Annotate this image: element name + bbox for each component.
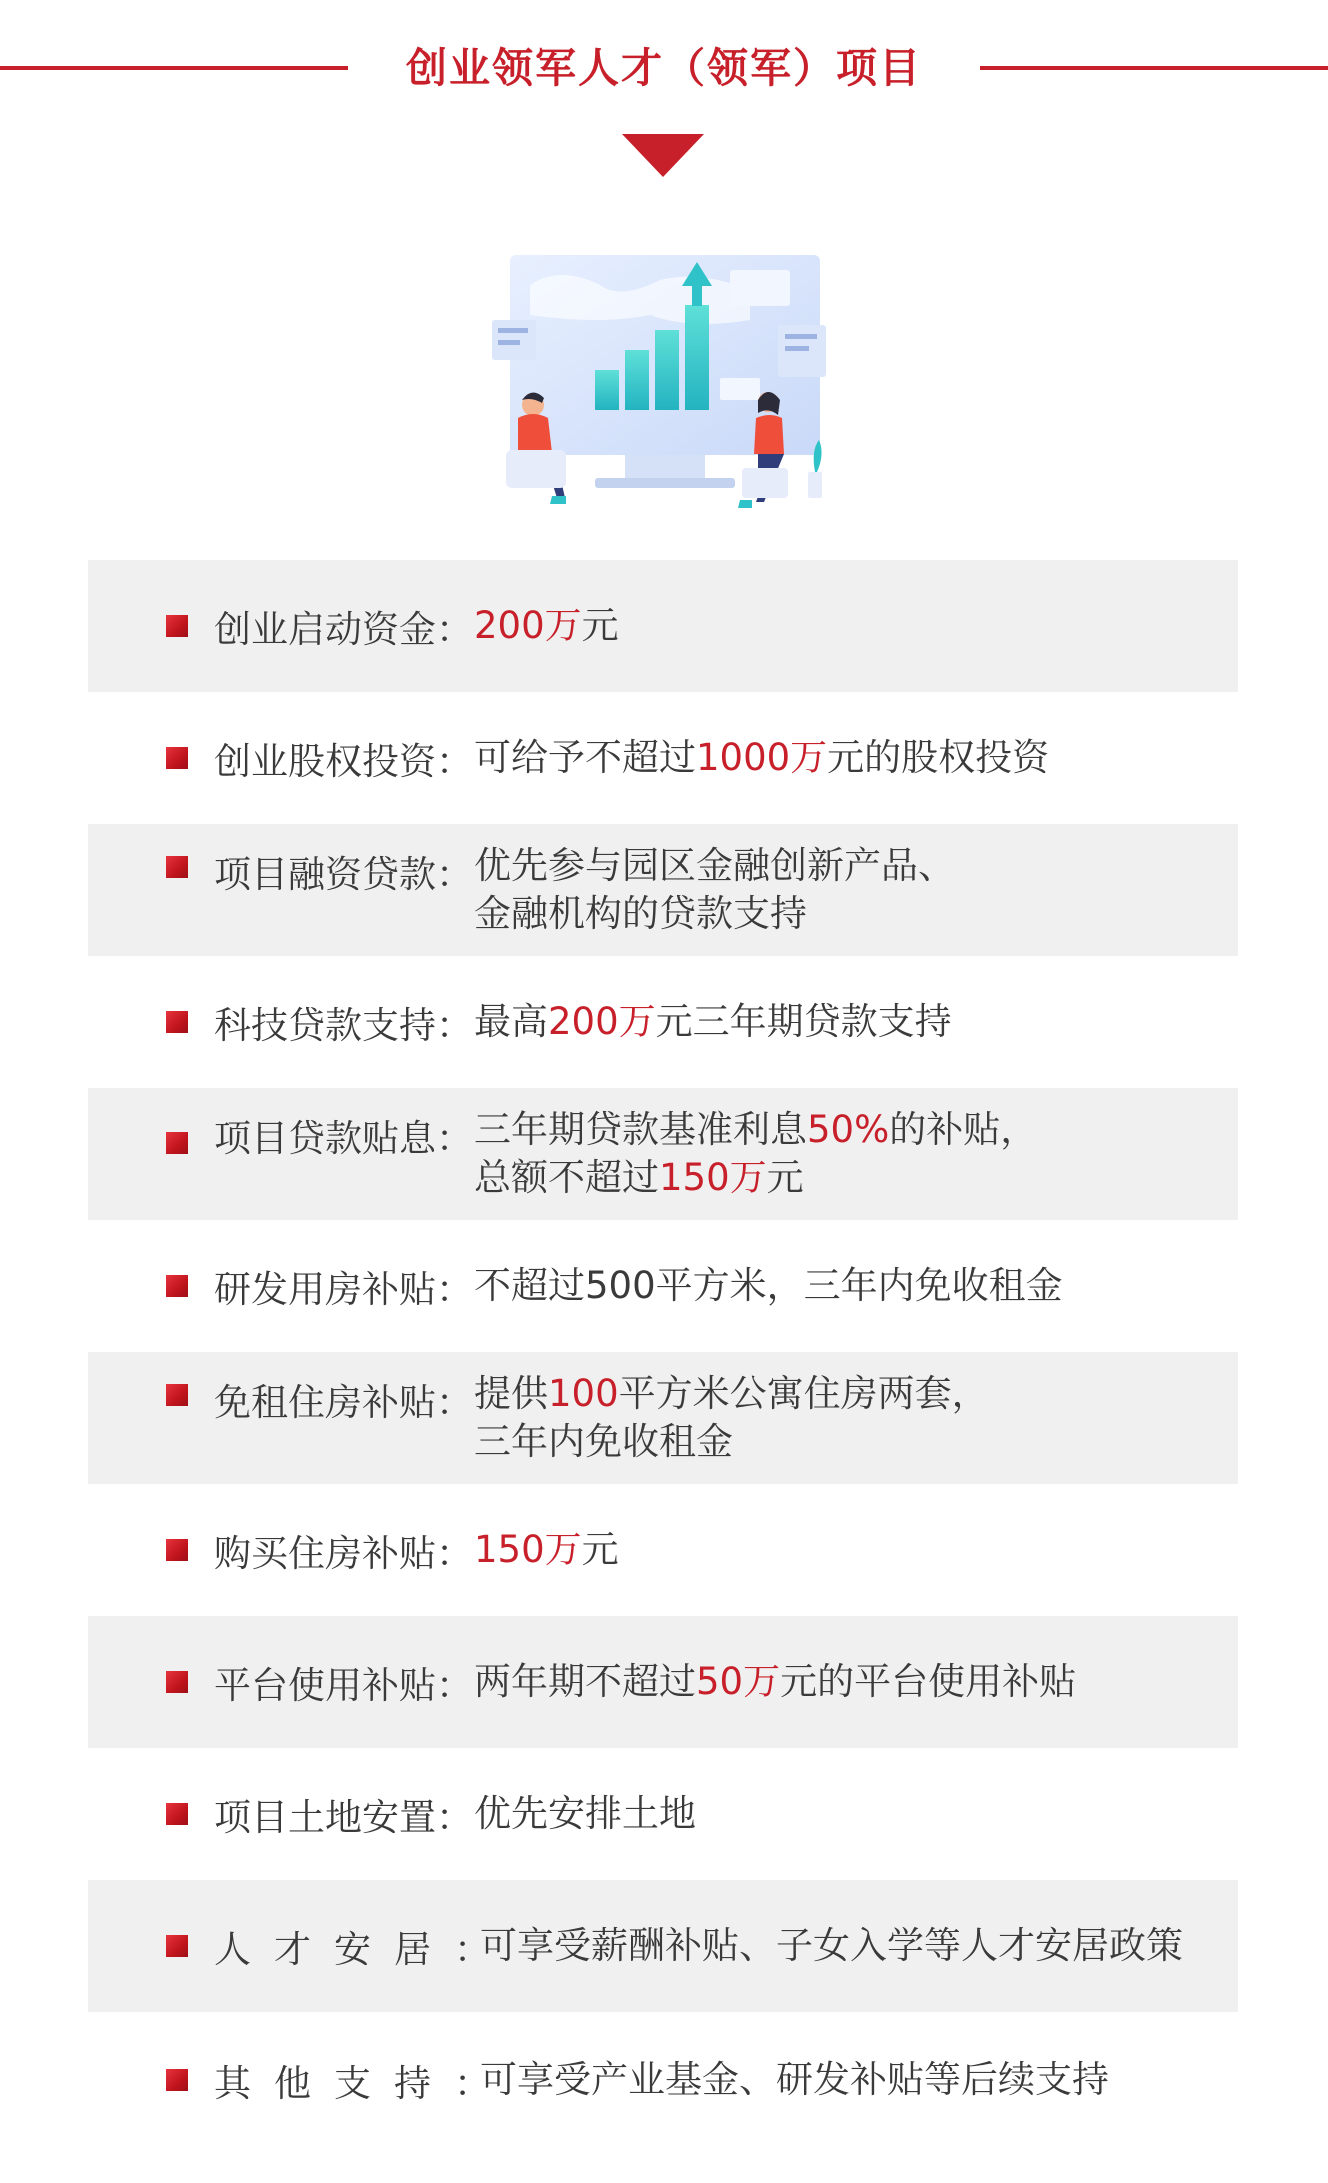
bullet-square-icon <box>166 1935 188 1957</box>
item-value: 可给予不超过1000万元的股权投资 <box>474 736 1050 779</box>
list-item <box>88 1220 1238 1352</box>
item-value: 优先参与园区金融创新产品、 金融机构的贷款支持 <box>474 844 955 935</box>
item-value: 最高200万元三年期贷款支持 <box>474 1000 952 1043</box>
bullet-square-icon <box>166 1803 188 1825</box>
header-left-rule <box>0 66 348 70</box>
item-value: 提供100平方米公寓住房两套， 三年内免收租金 <box>474 1372 989 1463</box>
list-item <box>88 1616 1238 1748</box>
item-label: 人才安居： <box>214 1928 514 1971</box>
item-label: 项目土地安置： <box>214 1796 473 1839</box>
bullet-square-icon <box>166 1539 188 1561</box>
item-label: 创业启动资金： <box>214 608 473 651</box>
item-label: 科技贷款支持： <box>214 1004 473 1047</box>
bullet-square-icon <box>166 615 188 637</box>
item-value: 200万元 <box>474 604 619 647</box>
down-arrow-icon <box>622 134 704 177</box>
item-value: 三年期贷款基准利息50%的补贴， 总额不超过150万元 <box>474 1108 1038 1199</box>
bullet-square-icon <box>166 856 188 878</box>
list-item <box>88 692 1238 824</box>
section-header <box>0 0 1328 170</box>
item-value: 150万元 <box>474 1528 619 1571</box>
item-label: 研发用房补贴： <box>214 1268 473 1311</box>
item-value: 优先安排土地 <box>474 1792 696 1835</box>
list-item <box>88 2012 1238 2148</box>
header-right-rule <box>980 66 1328 70</box>
bullet-square-icon <box>166 1275 188 1297</box>
list-item <box>88 560 1238 692</box>
list-item <box>88 1880 1238 2012</box>
list-item <box>88 1484 1238 1616</box>
item-label: 项目融资贷款： <box>214 853 473 896</box>
business-meeting-illustration <box>490 250 840 530</box>
list-item <box>88 1352 1238 1484</box>
bullet-square-icon <box>166 1011 188 1033</box>
item-value: 可享受产业基金、研发补贴等后续支持 <box>480 2058 1109 2101</box>
list-item <box>88 824 1238 956</box>
bullet-square-icon <box>166 2069 188 2091</box>
benefit-list <box>88 560 1238 2148</box>
list-item <box>88 1748 1238 1880</box>
item-label: 创业股权投资： <box>214 740 473 783</box>
list-item <box>88 1088 1238 1220</box>
item-label: 项目贷款贴息： <box>214 1117 473 1160</box>
item-label: 其他支持： <box>214 2062 514 2105</box>
item-label: 购买住房补贴： <box>214 1532 473 1575</box>
item-value: 两年期不超过50万元的平台使用补贴 <box>474 1660 1077 1703</box>
list-item <box>88 956 1238 1088</box>
item-value: 不超过500平方米，三年内免收租金 <box>474 1264 1063 1307</box>
bullet-square-icon <box>166 1384 188 1406</box>
page-title: 创业领军人才（领军）项目 <box>406 44 922 92</box>
item-value: 可享受薪酬补贴、子女入学等人才安居政策 <box>480 1924 1183 1967</box>
item-label: 免租住房补贴： <box>214 1381 473 1424</box>
item-label: 平台使用补贴： <box>214 1664 473 1707</box>
bullet-square-icon <box>166 1671 188 1693</box>
bullet-square-icon <box>166 1132 188 1154</box>
bullet-square-icon <box>166 747 188 769</box>
